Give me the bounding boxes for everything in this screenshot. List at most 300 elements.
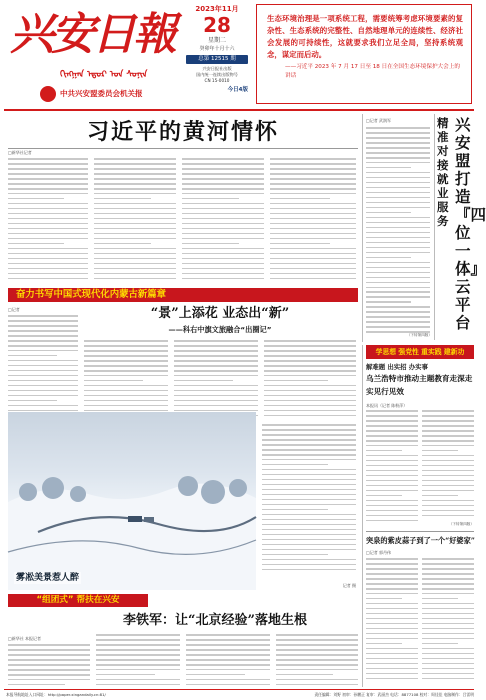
text-line	[366, 668, 418, 670]
text-line	[366, 187, 430, 189]
text-line	[366, 440, 418, 442]
text-line	[262, 484, 356, 486]
text-line	[174, 400, 258, 402]
text-line	[84, 390, 168, 392]
text-line	[270, 163, 356, 165]
masthead-rule	[4, 109, 474, 111]
right-subhead: 精准对接就业服务	[437, 116, 449, 228]
story2-subhead: ——科右中旗文旅融合“出圈记”	[168, 325, 272, 334]
text-line	[366, 291, 430, 293]
text-line	[84, 380, 143, 382]
text-line	[422, 653, 474, 655]
text-line	[262, 509, 328, 511]
text-line	[182, 273, 264, 275]
text-line	[262, 449, 356, 451]
cn-line-1: 兴安日报社出版	[202, 66, 232, 71]
text-line	[8, 278, 88, 280]
text-line	[270, 273, 356, 275]
lead-text-col-1	[8, 158, 88, 286]
text-line	[8, 273, 88, 275]
text-line	[8, 315, 78, 317]
text-line	[366, 410, 418, 412]
text-line	[8, 659, 90, 661]
text-line	[186, 684, 270, 686]
text-line	[366, 212, 411, 214]
text-line	[8, 345, 78, 347]
text-line	[422, 648, 474, 650]
text-line	[182, 258, 264, 260]
text-line	[422, 490, 474, 492]
text-line	[182, 183, 264, 185]
text-line	[422, 603, 474, 605]
text-line	[366, 267, 430, 269]
text-line	[270, 223, 356, 225]
story2-byline: □记者	[8, 307, 20, 312]
issue-number: 总第 12515 期	[186, 55, 248, 64]
text-line	[8, 390, 78, 392]
text-line	[366, 301, 411, 303]
text-line	[8, 335, 78, 337]
text-line	[182, 218, 264, 220]
text-line	[276, 644, 358, 646]
text-line	[422, 480, 474, 482]
text-line	[366, 147, 430, 149]
text-line	[262, 494, 356, 496]
logo-text: 兴安日報	[10, 9, 174, 60]
text-line	[174, 370, 258, 372]
text-line	[186, 679, 270, 681]
text-line	[422, 618, 474, 620]
text-line	[366, 415, 418, 417]
text-line	[366, 142, 430, 144]
lead-text-col-2	[94, 158, 176, 286]
text-line	[270, 233, 356, 235]
story3-headline: 乌兰浩特市推动主题教育走深走实见行见效	[366, 374, 473, 396]
text-line	[8, 178, 88, 180]
text-line	[174, 375, 258, 377]
text-line	[8, 385, 78, 387]
text-line	[366, 598, 402, 600]
text-line	[8, 649, 90, 651]
text-line	[276, 639, 358, 641]
text-line	[366, 520, 418, 522]
text-line	[8, 203, 88, 205]
text-line	[182, 168, 264, 170]
text-line	[366, 202, 430, 204]
text-line	[366, 425, 418, 427]
text-line	[270, 173, 356, 175]
text-line	[366, 197, 430, 199]
story3-byline: 本报讯（记者 陈粉萍）	[366, 403, 408, 408]
text-line	[270, 263, 356, 265]
text-line	[366, 252, 430, 254]
text-line	[8, 163, 88, 165]
text-line	[174, 385, 258, 387]
text-line	[366, 643, 402, 645]
text-line	[270, 258, 356, 260]
text-line	[84, 385, 168, 387]
text-line	[422, 425, 474, 427]
text-line	[8, 193, 88, 195]
text-line	[94, 168, 176, 170]
text-line	[8, 355, 57, 357]
text-line	[264, 400, 356, 402]
text-line	[94, 223, 176, 225]
text-line	[422, 673, 474, 675]
text-line	[366, 623, 418, 625]
text-line	[262, 519, 356, 521]
text-line	[94, 243, 151, 245]
text-line	[262, 544, 356, 546]
text-line	[94, 258, 176, 260]
text-line	[8, 228, 88, 230]
text-line	[8, 330, 78, 332]
text-line	[96, 644, 180, 646]
text-line	[366, 430, 418, 432]
quote-box	[256, 4, 472, 104]
text-line	[262, 454, 356, 456]
text-line	[366, 568, 418, 570]
text-line	[84, 345, 168, 347]
text-line	[96, 634, 180, 636]
text-line	[174, 355, 258, 357]
text-line	[94, 178, 176, 180]
text-line	[422, 445, 474, 447]
text-line	[94, 198, 151, 200]
text-line	[262, 434, 356, 436]
text-line	[174, 360, 258, 362]
text-line	[366, 247, 430, 249]
text-line	[94, 193, 176, 195]
text-line	[366, 608, 418, 610]
text-line	[94, 263, 176, 265]
text-line	[8, 370, 78, 372]
text-line	[84, 370, 168, 372]
footer-rule	[4, 689, 474, 690]
text-line	[366, 475, 418, 477]
text-line	[422, 628, 474, 630]
text-line	[182, 243, 239, 245]
date-block	[186, 4, 248, 106]
text-line	[264, 380, 328, 382]
text-line	[182, 278, 264, 280]
section-banner-1	[8, 288, 358, 302]
text-line	[262, 549, 356, 551]
text-line	[262, 479, 356, 481]
lead-text-col-4	[270, 158, 356, 286]
text-line	[264, 395, 356, 397]
mongolian-title: ᠬᠢᠩᠭᠠᠨ ᠡᠳᠦᠷ ᠤᠨ ᠰᠣᠨᠢᠨ	[60, 70, 148, 80]
text-line	[422, 568, 474, 570]
text-line	[262, 559, 356, 561]
text-line	[262, 424, 356, 426]
section-banner-2-text: 学思想 强党性 重实践 建新功	[375, 348, 465, 356]
text-line	[84, 375, 168, 377]
text-line	[270, 228, 356, 230]
text-line	[262, 504, 356, 506]
text-line	[84, 355, 168, 357]
text-line	[94, 238, 176, 240]
story2-headline: “景”上添花 业态出“新”	[150, 306, 290, 321]
text-line	[422, 440, 474, 442]
text-line	[366, 658, 418, 660]
text-line	[262, 529, 356, 531]
text-line	[262, 534, 356, 536]
text-line	[84, 395, 168, 397]
text-line	[182, 233, 264, 235]
text-line	[174, 405, 258, 407]
text-line	[182, 263, 264, 265]
text-line	[270, 203, 356, 205]
text-line	[96, 684, 180, 686]
text-line	[94, 203, 176, 205]
text-line	[262, 539, 356, 541]
text-line	[8, 233, 88, 235]
text-line	[8, 644, 90, 646]
text-line	[8, 243, 64, 245]
text-line	[94, 213, 176, 215]
text-line	[422, 505, 474, 507]
text-line	[96, 669, 180, 671]
text-line	[8, 248, 88, 250]
text-line	[422, 633, 474, 635]
footer-left: 本报导航地址入口网址：http://paper.xingandaily.cn:81/	[6, 692, 106, 697]
text-line	[264, 390, 356, 392]
text-line	[8, 263, 88, 265]
story5-text-col-1	[8, 644, 90, 686]
text-line	[366, 573, 418, 575]
text-line	[264, 340, 356, 342]
text-line	[366, 277, 430, 279]
text-line	[264, 370, 356, 372]
text-line	[366, 510, 418, 512]
text-line	[262, 524, 356, 526]
year-month: 2023年11月	[195, 5, 239, 13]
text-line	[262, 459, 356, 461]
story4-rule	[366, 531, 474, 532]
story2-text-col-3	[174, 340, 258, 420]
text-line	[182, 223, 264, 225]
text-line	[8, 208, 88, 210]
text-line	[270, 213, 356, 215]
text-line	[94, 183, 176, 185]
text-line	[366, 558, 418, 560]
text-line	[262, 444, 356, 446]
story3-kicker: 解难题 出实招 办实事	[366, 363, 428, 371]
text-line	[96, 659, 180, 661]
text-line	[366, 588, 418, 590]
text-line	[366, 177, 430, 179]
text-line	[186, 669, 270, 671]
text-line	[84, 350, 168, 352]
text-line	[182, 253, 264, 255]
text-line	[182, 193, 264, 195]
text-line	[276, 684, 358, 686]
text-line	[366, 227, 430, 229]
text-line	[94, 268, 176, 270]
text-line	[422, 500, 474, 502]
text-line	[366, 515, 418, 517]
text-line	[422, 588, 474, 590]
text-line	[8, 380, 78, 382]
text-line	[366, 242, 430, 244]
text-line	[270, 198, 330, 200]
text-line	[8, 198, 64, 200]
text-line	[84, 405, 168, 407]
text-line	[270, 218, 356, 220]
photo-credit: 记者 摄	[342, 583, 356, 588]
cn-line-2: 国内统一连续出版物号	[196, 72, 238, 77]
text-line	[422, 678, 474, 680]
text-line	[8, 213, 88, 215]
photo-caption: 雾凇美景惹人醉	[16, 573, 80, 583]
text-line	[186, 664, 270, 666]
section-banner-3	[8, 594, 148, 607]
text-line	[366, 678, 418, 680]
right-text-col-a	[366, 127, 430, 337]
text-line	[366, 435, 418, 437]
text-line	[182, 158, 264, 160]
text-line	[8, 238, 88, 240]
section-banner-1-text: 奋力书写中国式现代化内蒙古新篇章	[16, 289, 167, 300]
text-line	[422, 420, 474, 422]
text-line	[276, 669, 358, 671]
story5-headline: 李铁军：让“北京经验”落地生根	[123, 613, 307, 628]
text-line	[366, 172, 430, 174]
text-line	[270, 183, 356, 185]
bottom-right-divider	[362, 345, 363, 687]
text-line	[8, 183, 88, 185]
text-line	[366, 583, 418, 585]
text-line	[96, 674, 155, 676]
text-line	[84, 360, 168, 362]
lunar-date: 癸卯年十月十六	[199, 46, 235, 52]
text-line	[270, 193, 356, 195]
text-line	[270, 178, 356, 180]
text-line	[366, 182, 430, 184]
day-number: 28	[203, 13, 231, 37]
text-line	[422, 578, 474, 580]
text-line	[366, 653, 418, 655]
quote-source: ——习近平 2023 年 7 月 17 日至 18 日在全国生态环境保护大会上的讲话	[285, 64, 460, 79]
text-line	[96, 679, 180, 681]
feature-photo	[8, 412, 256, 590]
text-line	[366, 217, 430, 219]
sponsor-line: 中共兴安盟委员会机关报	[60, 89, 143, 98]
text-line	[8, 320, 78, 322]
text-line	[8, 360, 78, 362]
text-line	[270, 238, 356, 240]
weekday: 星期二	[207, 37, 226, 44]
text-line	[94, 188, 176, 190]
text-line	[366, 192, 430, 194]
text-line	[422, 415, 474, 417]
text-line	[262, 464, 328, 466]
text-line	[84, 365, 168, 367]
text-line	[8, 340, 78, 342]
text-line	[182, 203, 264, 205]
text-line	[262, 474, 356, 476]
text-line	[366, 152, 430, 154]
text-line	[94, 163, 176, 165]
story3-text-col-1	[366, 410, 418, 528]
newspaper-logo	[10, 6, 180, 64]
text-line	[174, 340, 258, 342]
text-line	[366, 127, 430, 129]
story5-text-col-2	[96, 634, 180, 686]
text-line	[182, 198, 239, 200]
text-line	[174, 365, 258, 367]
text-line	[8, 350, 78, 352]
quote-body: 生态环境治理是一项系统工程，需要统筹考虑环境要素的复杂性、生态系统的完整性、自然地理单元的连续性、经济社会发展的可持续性，这就要求我们立足全局，坚持系统观念，谋定而后动。	[267, 14, 463, 59]
text-line	[366, 465, 418, 467]
text-line	[182, 208, 264, 210]
text-line	[182, 188, 264, 190]
text-line	[366, 450, 402, 452]
text-line	[8, 400, 57, 402]
story4-headline: 突泉的紫皮蒜子到了一个“好婆家”	[366, 536, 475, 545]
text-line	[366, 282, 430, 284]
text-line	[366, 673, 418, 675]
text-line	[8, 158, 88, 160]
text-line	[422, 485, 474, 487]
text-line	[422, 470, 474, 472]
text-line	[366, 593, 418, 595]
text-line	[366, 321, 430, 323]
text-line	[366, 628, 418, 630]
text-line	[366, 455, 418, 457]
text-line	[422, 663, 474, 665]
text-line	[186, 639, 270, 641]
text-line	[94, 228, 176, 230]
right-byline: □记者 武润军	[366, 118, 392, 123]
text-line	[270, 168, 356, 170]
text-line	[94, 208, 176, 210]
text-line	[186, 654, 270, 656]
text-line	[366, 237, 430, 239]
text-line	[422, 430, 474, 432]
section-banner-3-text: “组团式” 帮扶在兴安	[36, 595, 120, 605]
text-line	[422, 460, 474, 462]
story4-text-col-1	[366, 558, 418, 686]
photo-side-text	[262, 424, 356, 578]
text-line	[422, 435, 474, 437]
text-line	[270, 268, 356, 270]
text-line	[366, 648, 418, 650]
section-banner-2	[366, 345, 474, 359]
text-line	[422, 613, 474, 615]
text-line	[264, 375, 356, 377]
text-line	[422, 465, 474, 467]
masthead	[0, 0, 478, 108]
text-line	[264, 345, 356, 347]
text-line	[182, 228, 264, 230]
text-line	[186, 649, 270, 651]
text-line	[422, 658, 474, 660]
text-line	[8, 664, 90, 666]
text-line	[174, 395, 258, 397]
lead-text-col-3	[182, 158, 264, 286]
text-line	[8, 218, 88, 220]
text-line	[422, 495, 458, 497]
text-line	[8, 679, 90, 681]
text-line	[182, 268, 264, 270]
text-line	[366, 272, 430, 274]
text-line	[174, 390, 258, 392]
text-line	[366, 316, 430, 318]
text-line	[366, 663, 418, 665]
footer-right: 责任编辑：刘野 初审：孙鹏正 复审：武丽杰 电话：8877108 校对：周佳佳 电脑制作：吕雷明	[314, 692, 474, 697]
